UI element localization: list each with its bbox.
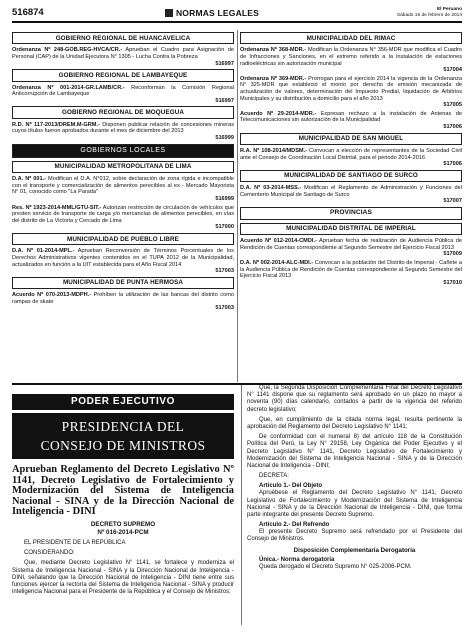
page-header [12, 6, 462, 20]
entry-text: Aprueban el Cuadro para Asignación de Personal (CAP) de la Unidad Ejecutora N° 1305 - Lucha Contra la Pobreza [12, 47, 234, 61]
decree-right-column [247, 385, 462, 574]
section-heading: GOBIERNO REGIONAL DE LAMBAYEQUE [12, 69, 234, 81]
entry-id: D.A. Nº 03-2014-MSS.- [240, 185, 302, 192]
article-1-title: Artículo 1.- Del Objeto [259, 483, 323, 490]
index-entry[interactable] [240, 260, 462, 286]
entry-text: Modifican el Reglamento de Administración y Funciones del Cementerio Municipal de Santiago de Surco [240, 185, 462, 198]
pcm-banner [12, 413, 234, 459]
page-number: 516874 [12, 7, 44, 19]
derogatory-heading: Disposición Complementaria Derogatoria [293, 546, 416, 554]
entry-page: 517004 [443, 67, 462, 74]
index-right-column [240, 30, 462, 288]
index-entry[interactable] [240, 185, 462, 205]
decree-number: Nº 016-2014-PCM [97, 528, 149, 536]
entry-text: Aprueban fecha de realización de Audiencia Pública de Rendición de Cuentas correspondiente al Segundo Semestre del Ejercicio Fiscal 2013 [240, 238, 462, 251]
newspaper-name: El Peruano [436, 7, 462, 13]
entry-text: Disponen publicar relación de concesiones mineras cuyos títulos fueron aprobados durante el mes de diciembre del 2013 [12, 121, 234, 135]
entry-id: D.A. Nº 01-2014-MPL.- [12, 248, 75, 255]
section-heading: MUNICIPALIDAD DE PUNTA HERMOSA [12, 277, 234, 289]
entry-id: R.D. Nº 117-2013/DREM.M-GRM.- [12, 121, 100, 128]
unica-title: Única.- Norma derogatoria [259, 556, 335, 563]
entry-page: 517009 [443, 251, 462, 258]
el-presidente: EL PRESIDENTE DE LA REPÚBLICA [24, 540, 126, 547]
entry-text: Aprueban Reconversión de Términos Porcentuales de los Derechos Administrativos vigentes contenidos en el TUPA 2012 de la Municipalidad, actualizados en función a la UIT establecida para el Año Fiscal 2014 [12, 248, 234, 268]
index-entry[interactable] [12, 248, 234, 274]
section-heading: MUNICIPALIDAD DE SAN MIGUEL [240, 133, 462, 145]
section-heading: GOBIERNO REGIONAL DE HUANCAVELICA [12, 32, 234, 44]
entry-id: Ordenanza Nº 369-MDR.- [240, 75, 307, 82]
entry-page: 517006 [443, 123, 462, 130]
entry-id: Acuerdo Nº 070-2013-MDPH.- [12, 292, 92, 299]
entry-id: D.A. Nº 002-2014-ALC-MDI.- [240, 259, 314, 266]
index-entry[interactable] [240, 76, 462, 109]
section-heading: MUNICIPALIDAD DE PUEBLO LIBRE [12, 233, 234, 245]
index-left-column [12, 30, 234, 314]
index-entry[interactable] [12, 47, 234, 67]
entry-page: 517003 [215, 305, 234, 312]
decree-paragraph: Que, la Segunda Disposición Complementaria Final del Decreto Legislativo N° 1141 dispone que su reglamento será aprobado en un plazo no mayor a noventa (90) días calendario, contados a partir de la vigencia del referido decreto legislativo; [247, 385, 462, 413]
header-rule [12, 21, 462, 23]
entry-id: Ordenanza Nº 001-2014-GR.LAMB/CR.- [12, 84, 125, 91]
header-meta [352, 7, 462, 19]
decreta: DECRETA: [259, 473, 289, 480]
index-entry[interactable] [240, 148, 462, 168]
decree-paragraph: Que, mediante Decreto Legislativo N° 1141, se fortalece y moderniza el Sistema de Inteligencia Nacional - SINA y la Dirección Nacional de Inteligencia - DINI, señalando que la Dirección Nacional de Inteligencia - DINI tiene entre sus funciones ejercer la rectoría del Sistema de Inteligencia Nacional - SINA y producir inteligencia Nacional para el Presidente de la República y el Consejo de Ministros; [12, 560, 234, 596]
index-entry[interactable] [12, 205, 234, 231]
entry-text: Expresan rechazo a la instalación de Antenas de Telecomunicaciones sin autorización de la Municipalidad [240, 110, 462, 124]
entry-page: 517000 [215, 224, 234, 231]
entry-page: 517006 [443, 161, 462, 168]
decree-title: Aprueban Reglamento del Decreto Legislativo Nº 1141, Decreto Legislativo de Fortalecimiento y Modernización del Sistema de Inteligencia Nacional - SINA y de la Dirección Nacional de Inteligencia - DINI [12, 464, 234, 518]
unica-text: Queda derogado el Decreto Supremo N° 025-2006-PCM. [259, 563, 412, 570]
index-entry[interactable] [12, 85, 234, 105]
article-2-title: Artículo 2.- Del Refrendo [259, 522, 330, 529]
decree-type: DECRETO SUPREMO [90, 521, 156, 529]
decree-paragraph: De conformidad con el numeral 8) del artículo 118 de la Constitución Política del Perú, la Ley N° 29158, Ley Orgánica del Poder Ejecutivo y el Decreto Legislativo N° 1141, Decreto Legislativo de Fortalecimiento y Modernización del Sistema de Inteligencia Nacional - SINA y de la Dirección Nacional de Inteligencia - DINI; [247, 434, 462, 469]
entry-id: Ordenanza Nº 368-MDR.- [240, 47, 307, 54]
entry-page: 516997 [215, 97, 234, 104]
entry-id: Acuerdo Nº 29-2014-MDR.- [240, 110, 317, 117]
section-heading-banner: GOBIERNOS LOCALES [12, 144, 234, 158]
entry-page: 517003 [215, 268, 234, 275]
entry-page: 517007 [443, 198, 462, 205]
pcm-line-2: CONSEJO DE MINISTROS [40, 438, 206, 453]
decree-paragraph: Que, en cumplimiento de la citada norma legal, resulta pertinente la aprobación del Reglamento del Decreto Legislativo N° 1141; [247, 416, 462, 430]
publication-logo [72, 8, 352, 18]
entry-text: Modifican la Ordenanza N° 356-MDR que modifica el Cuadro de Infracciones y Sanciones, en el extremo referido a la instalación de estaciones radioeléctricas sin autorización municipal [240, 47, 463, 67]
entry-id: Ordenanza Nº 248-GOB.REG-HVCA/CR.- [12, 47, 123, 54]
entry-id: Res. Nº 1923-2014-MML/GTU-SIT.- [12, 204, 102, 211]
index-entry[interactable] [240, 238, 462, 258]
logo-text: NORMAS LEGALES [175, 7, 260, 18]
column-divider [241, 385, 242, 625]
index-entry[interactable] [240, 111, 462, 131]
entry-page: 516997 [215, 60, 234, 67]
section-heading: MUNICIPALIDAD DE SANTIAGO DE SURCO [240, 170, 462, 182]
section-heading: MUNICIPALIDAD DISTRITAL DE IMPERIAL [240, 223, 462, 235]
index-entry[interactable] [12, 176, 234, 202]
entry-text: Prorrogan para el ejercicio 2014 la vigencia de la Ordenanza N° 325-MDR que estableció el monto por derecho de emisión mecanizada de actualización de valores, determinación del Impuesto Predial, liquidación de Arbitrios Municipales y su distribución a domicilio para el año 2013 [240, 75, 462, 102]
entry-text: Autorizan restricción de circulación de vehículos que presten servicio de transporte de carga y/o mercancías de alimentos perecibles, en vías del distrito de La Victoria y Cercado de Lima [12, 204, 234, 224]
column-divider [237, 30, 238, 382]
section-heading-provinces: PROVINCIAS [240, 207, 462, 220]
considerando: CONSIDERANDO: [24, 550, 75, 557]
entry-text: Modifican el D.A. N°012, sobre declaración de zona rígida e incompatible con el transporte y comercialización de alimentos perecibles al ex - Mercado Mayorista N° 01, conocido como "La Parada" [12, 176, 234, 196]
entry-text: Convocan a elección de representantes de la Sociedad Civil ante el Consejo de Coordinación Local Distrital, para el periodo 2014-2016 [240, 147, 462, 161]
section-heading: GOBIERNO REGIONAL DE MOQUEGUA [12, 106, 234, 118]
entry-id: R.A. Nº 108-2014/MDSM.- [240, 147, 308, 154]
index-entry[interactable] [12, 122, 234, 142]
entry-text: Convocan a la población del Distrito de Imperial - Cañete a la Audiencia Pública de Rendición de Cuentas correspondiente al Segundo Semestre del Ejercicio Fiscal 2013 [240, 259, 462, 280]
logo-square-icon [165, 9, 173, 17]
poder-ejecutivo-banner: PODER EJECUTIVO [12, 394, 234, 410]
article-1-text: Apruébese el Reglamento del Decreto Legislativo N° 1141, Decreto Legislativo de Fortalecimiento y Modernización del Sistema de Inteligencia Nacional - SINA y de la Dirección Nacional de Inteligencia - DINI, que forma parte integrante del presente Decreto Supremo. [247, 490, 462, 518]
section-heading: MUNICIPALIDAD METROPOLITANA DE LIMA [12, 161, 234, 173]
entry-page: 516999 [215, 196, 234, 203]
entry-page: 516999 [215, 135, 234, 142]
entry-id: D.A. Nº 001.- [12, 176, 47, 183]
entry-page: 517005 [443, 102, 462, 109]
entry-text: Prohíben la utilización de las bancas del distrito como rampas de skate [12, 292, 234, 305]
index-entry[interactable] [240, 47, 462, 73]
issue-date: Sábado 15 de febrero de 2014 [396, 13, 462, 18]
index-entry[interactable] [12, 292, 234, 312]
entry-text: Reconforman la Comisión Regional Anticorrupción de Lambayeque [12, 84, 234, 98]
pcm-line-1: PRESIDENCIA DEL [61, 419, 185, 434]
article-2-text: El presente Decreto Supremo será refrendado por el Presidente del Consejo de Ministros. [247, 529, 462, 543]
entry-id: Acuerdo Nº 012-2014-CMDI.- [240, 238, 317, 245]
entry-page: 517010 [443, 279, 462, 286]
decree-left-column [12, 465, 234, 599]
section-heading: MUNICIPALIDAD DEL RIMAC [240, 32, 462, 44]
